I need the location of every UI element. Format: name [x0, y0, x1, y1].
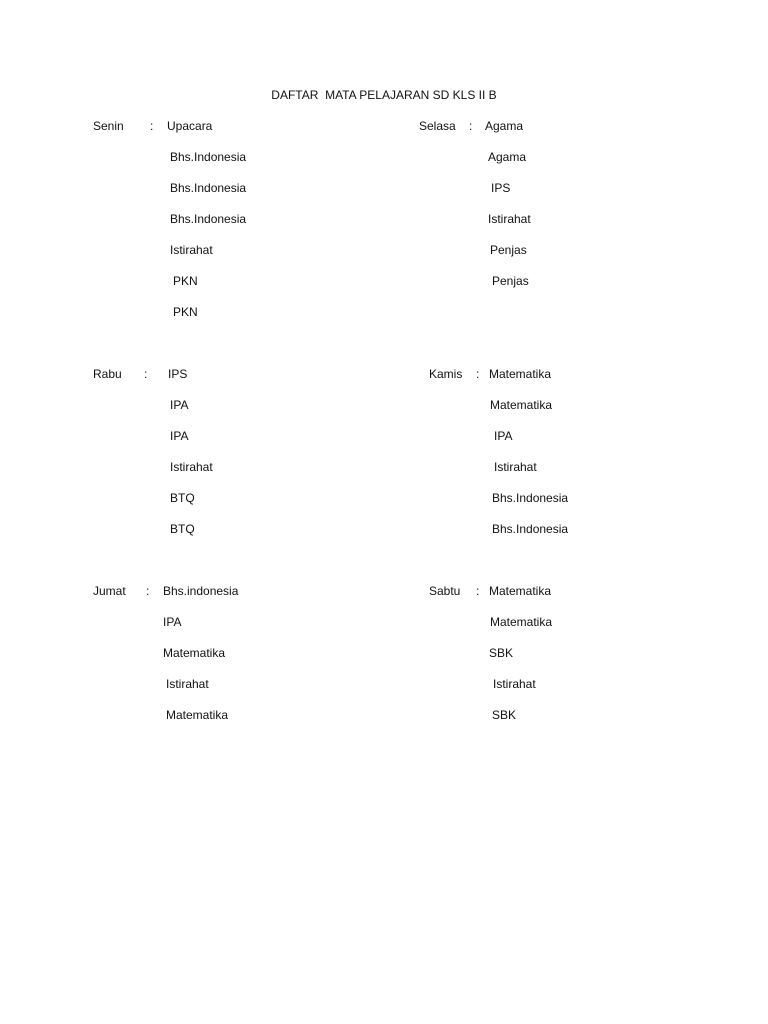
subject-item: IPA — [494, 429, 513, 443]
subject-item: Bhs.Indonesia — [492, 522, 569, 536]
subject-item: Bhs.Indonesia — [170, 150, 247, 164]
subject-item: Bhs.Indonesia — [170, 212, 247, 226]
subject-item: Matematika — [489, 367, 552, 381]
subject-item: Bhs.Indonesia — [170, 181, 247, 195]
subject-item: IPS — [491, 181, 511, 195]
subject-item: IPA — [170, 398, 189, 412]
subject-item: BTQ — [170, 491, 195, 505]
day-separator: : — [476, 584, 480, 598]
day-name: Rabu — [93, 367, 122, 381]
subject-item: Matematika — [490, 615, 553, 629]
subject-item: Penjas — [492, 274, 529, 288]
subject-item: PKN — [173, 274, 198, 288]
subject-item: Istirahat — [170, 243, 213, 257]
subject-item: Istirahat — [494, 460, 537, 474]
subject-item: IPA — [170, 429, 189, 443]
day-name: Senin — [93, 119, 124, 133]
subject-item: Istirahat — [488, 212, 531, 226]
subject-item: SBK — [492, 708, 517, 722]
subject-item: Penjas — [490, 243, 527, 257]
day-separator: : — [144, 367, 148, 381]
subject-item: PKN — [173, 305, 198, 319]
subject-item: Istirahat — [493, 677, 536, 691]
subject-item: SBK — [489, 646, 514, 660]
day-name: Selasa — [419, 119, 456, 133]
day-separator: : — [476, 367, 480, 381]
subject-item: IPA — [163, 615, 182, 629]
subject-item: Matematika — [490, 398, 553, 412]
schedule-title: DAFTAR MATA PELAJARAN SD KLS II B — [271, 88, 497, 102]
day-separator: : — [469, 119, 473, 133]
subject-item: Matematika — [163, 646, 226, 660]
subject-item: Istirahat — [166, 677, 209, 691]
day-name: Kamis — [429, 367, 463, 381]
subject-item: Agama — [485, 119, 524, 133]
subject-item: BTQ — [170, 522, 195, 536]
subject-item: Istirahat — [170, 460, 213, 474]
day-name: Jumat — [93, 584, 126, 598]
day-separator: : — [146, 584, 150, 598]
subject-item: Bhs.indonesia — [163, 584, 239, 598]
subject-item: Bhs.Indonesia — [492, 491, 569, 505]
subject-item: IPS — [168, 367, 188, 381]
day-separator: : — [150, 119, 154, 133]
subject-item: Agama — [488, 150, 527, 164]
day-name: Sabtu — [429, 584, 461, 598]
subject-item: Upacara — [167, 119, 213, 133]
subject-item: Matematika — [489, 584, 552, 598]
subject-item: Matematika — [166, 708, 229, 722]
